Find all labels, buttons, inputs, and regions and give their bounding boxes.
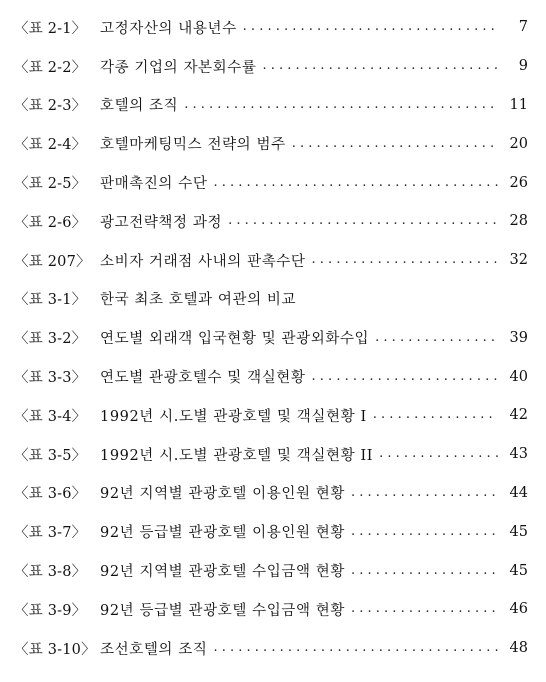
dot-leader xyxy=(373,406,498,424)
table-title: 92년 지역별 관광호텔 이용인원 현황 xyxy=(100,486,345,503)
table-title: 조선호텔의 조직 xyxy=(100,641,208,658)
table-title: 판매촉진의 수단 xyxy=(100,176,208,193)
table-number: 〈표 3-6〉 xyxy=(14,486,87,503)
page-number: 45 xyxy=(509,523,528,540)
toc-entry xyxy=(14,163,530,202)
dot-leader xyxy=(375,329,498,347)
table-number: 〈표 3-9〉 xyxy=(14,602,87,619)
toc-entry xyxy=(14,435,530,474)
page-number: 43 xyxy=(509,446,528,463)
table-title: 1992년 시.도별 관광호텔 및 객실현황 I xyxy=(100,408,367,425)
dot-leader xyxy=(351,562,498,580)
dot-leader xyxy=(302,290,498,308)
dot-leader xyxy=(228,212,498,230)
table-title: 한국 최초 호텔과 여관의 비교 xyxy=(100,292,297,309)
table-title: 호텔의 조직 xyxy=(100,98,179,115)
table-number: 〈표 3-10〉 xyxy=(14,641,96,658)
table-number: 〈표 3-5〉 xyxy=(14,447,87,464)
table-title: 1992년 시.도별 관광호텔 및 객실현황 II xyxy=(100,447,374,464)
toc-entry xyxy=(14,86,530,125)
table-title: 각종 기업의 자본회수률 xyxy=(100,59,257,76)
toc-entry xyxy=(14,590,530,629)
toc-entry xyxy=(14,629,530,668)
table-number: 〈표 207〉 xyxy=(14,253,91,270)
dot-leader xyxy=(351,484,498,502)
toc-entry xyxy=(14,551,530,590)
toc-entry xyxy=(14,47,530,86)
toc-entry xyxy=(14,124,530,163)
page-number: 40 xyxy=(509,368,528,385)
page-number: 48 xyxy=(509,640,528,657)
toc-entry xyxy=(14,396,530,435)
table-number: 〈표 3-4〉 xyxy=(14,408,87,425)
table-title: 광고전략책정 과정 xyxy=(100,214,223,231)
table-number: 〈표 2-3〉 xyxy=(14,98,87,115)
toc-entry xyxy=(14,474,530,513)
page-number: 32 xyxy=(509,252,528,269)
table-number: 〈표 2-5〉 xyxy=(14,176,87,193)
table-title: 고정자산의 내용년수 xyxy=(100,20,237,37)
dot-leader xyxy=(243,18,498,36)
table-number: 〈표 3-8〉 xyxy=(14,564,87,581)
table-number: 〈표 2-2〉 xyxy=(14,59,87,76)
dot-leader xyxy=(213,639,498,657)
page-number: 9 xyxy=(518,58,528,75)
page-number: 44 xyxy=(509,484,528,501)
page-number: 42 xyxy=(509,407,528,424)
table-number: 〈표 3-2〉 xyxy=(14,331,87,348)
page-number: 7 xyxy=(518,19,528,36)
table-number: 〈표 2-4〉 xyxy=(14,137,87,154)
table-title: 92년 등급별 관광호텔 수입금액 현황 xyxy=(100,602,345,619)
page-number: 39 xyxy=(509,329,528,346)
toc-entry xyxy=(14,318,530,357)
toc-entry xyxy=(14,8,530,47)
page-number: 28 xyxy=(509,213,528,230)
table-of-contents-list xyxy=(14,8,530,668)
page-number: 11 xyxy=(509,96,528,113)
table-number: 〈표 3-3〉 xyxy=(14,370,87,387)
table-title: 92년 등급별 관광호텔 이용인원 현황 xyxy=(100,525,345,542)
table-number: 〈표 2-1〉 xyxy=(14,20,87,37)
toc-entry xyxy=(14,357,530,396)
toc-entry xyxy=(14,280,530,319)
dot-leader xyxy=(184,96,498,114)
toc-entry xyxy=(14,202,530,241)
dot-leader xyxy=(379,445,498,463)
page-number: 20 xyxy=(509,135,528,152)
dot-leader xyxy=(312,368,498,386)
table-title: 연도별 관광호텔수 및 객실현황 xyxy=(100,370,306,387)
dot-leader xyxy=(292,135,498,153)
dot-leader xyxy=(351,600,498,618)
page-number: 26 xyxy=(509,174,528,191)
page-number: 45 xyxy=(509,562,528,579)
toc-entry xyxy=(14,512,530,551)
dot-leader xyxy=(263,57,499,75)
table-title: 호텔마케팅믹스 전략의 범주 xyxy=(100,137,286,154)
table-number: 〈표 2-6〉 xyxy=(14,214,87,231)
table-number: 〈표 3-7〉 xyxy=(14,525,87,542)
dot-leader xyxy=(312,251,498,269)
table-title: 소비자 거래점 사내의 판촉수단 xyxy=(100,253,306,270)
dot-leader xyxy=(351,523,498,541)
table-title: 92년 지역별 관광호텔 수입금액 현황 xyxy=(100,564,345,581)
dot-leader xyxy=(213,174,498,192)
table-title: 연도별 외래객 입국현황 및 관광외화수입 xyxy=(100,331,370,348)
toc-entry xyxy=(14,241,530,280)
table-number: 〈표 3-1〉 xyxy=(14,292,87,309)
page-number: 46 xyxy=(509,601,528,618)
